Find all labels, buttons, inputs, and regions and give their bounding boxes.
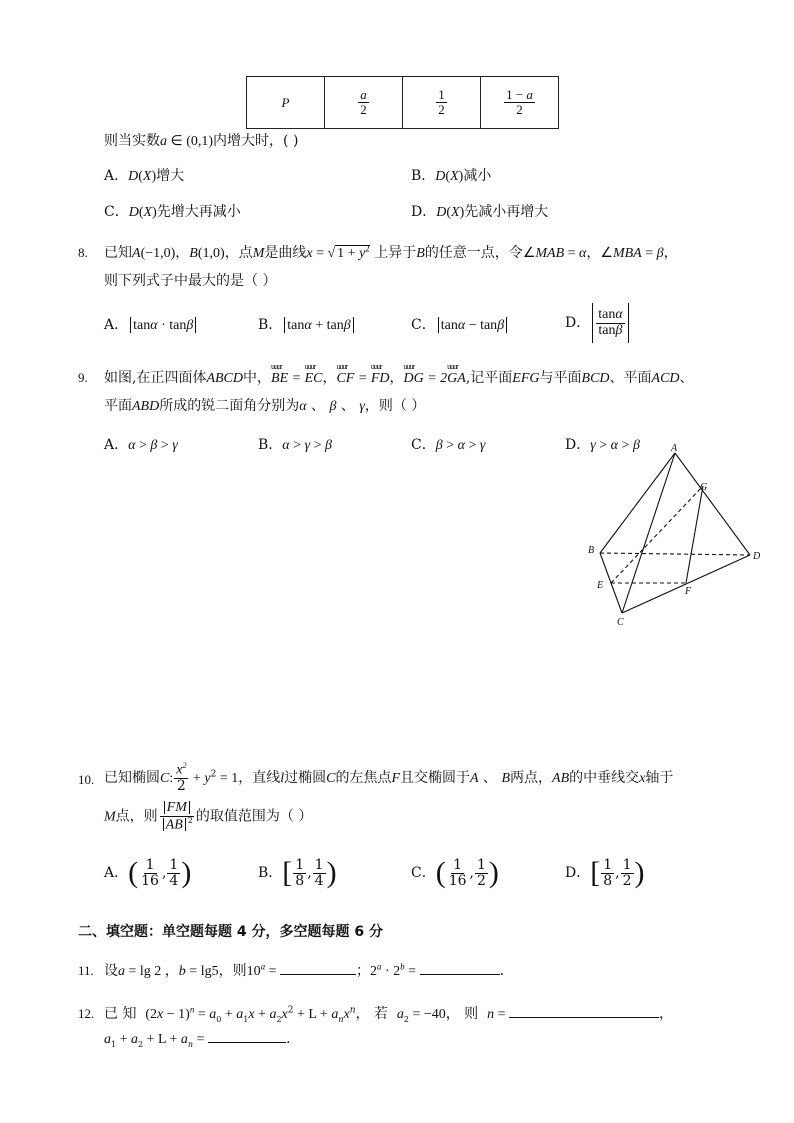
q11-blank-1[interactable] [280,962,356,975]
q8-option-d: D． $\frac{\tan\alpha}{\tan\beta}$ [565,303,631,343]
q9-stem-line2: 平面ABD所成的锐二面角分别为α 、 β 、 γ，则（ ） [104,398,426,414]
q9-option-c: C．β > α > γ [411,437,486,453]
q10-number: 10. [78,772,95,787]
probability-table [246,76,559,129]
q12-stem-line1: 已 知 $(2x - 1)^n = a_0 + a_1x + a_2x^2 + L + a_nx^n$， 若 $a_2 = -40$， 则 n = ， [104,1004,673,1024]
q7-option-a: A．D(X)增大 [104,168,185,184]
label-d: D [753,551,761,562]
q8-option-a: A． tanα · tanβ [104,314,198,334]
q8-option-b: B． tanα + tanβ [258,314,356,334]
q11-stem: 设a = lg 2 ，b = lg5，则$10^a$ = ；$2^a \cdot 2^b$ = . [104,961,505,979]
segment-eg [611,486,703,583]
table-cell-a-over-2: $\frac{a}{2}$ [325,77,403,129]
q11-blank-2[interactable] [420,962,500,975]
label-b: B [588,545,595,556]
label-f: F [685,586,692,597]
q9-stem-line1: 如图,在正四面体ABCD中，uuur BE = uuur EC，uuur CF = uuur FD，uuur DG = 2uuur GA,记平面EFG与平面BCD、平面ACD、 [104,367,694,387]
q7-option-b: B．D(X)减小 [411,168,492,184]
q11-number: 11. [78,963,94,978]
q8-option-c: C． tanα − tanβ [411,314,509,334]
q8-stem-line1: 已知A(−1,0)，B(1,0)，点M是曲线x = √ $1 + y^2$ 上异于B的任意一点，令∠MAB = α，∠MBA = β， [104,243,678,261]
q8-stem-line2: 则下列式子中最大的是（ ） [104,273,277,289]
table-cell-1-minus-a-over-2: $\frac{1 - a}{2}$ [481,77,559,129]
q9-option-b: B．α > γ > β [258,437,332,453]
q12-stem-line2: $a_1 + a_2 + L + a_n$ = . [104,1031,291,1049]
section-2-title: 二、填空题：单空题每题 4 分，多空题每题 6 分 [78,924,383,940]
q9-option-d: D．γ > α > β [565,437,640,453]
edge-ab [600,453,675,553]
edge-cd [622,555,750,613]
label-a: A [671,443,678,454]
edge-bd [600,553,750,555]
label-c: C [617,617,624,628]
q8-number: 8. [78,245,88,260]
edge-ad [675,453,750,555]
q12-blank-2[interactable] [208,1030,286,1043]
label-e: E [597,580,604,591]
tetrahedron-figure [585,443,765,628]
q10-option-b: B．[ $\frac{1}{8}$ , $\frac{1}{4}$ ) [258,856,337,890]
table-cell-half: $\frac{1}{2}$ [403,77,481,129]
label-g: G [700,482,708,493]
q9-number: 9. [78,370,88,385]
q10-option-a: A．( $\frac{1}{16}$ , $\frac{1}{4}$ ) [104,856,192,890]
q7-option-c: C．D(X)先增大再减小 [104,204,241,220]
q10-stem-line1: 已知椭圆C: $\frac{x^2}{2}$ + $y^2 = 1$，直线l过椭圆C的左焦点F且交椭圆于A 、 B两点，AB的中垂线交x轴于 [104,761,674,795]
q10-option-d: D．[ $\frac{1}{8}$ , $\frac{1}{2}$ ) [565,856,645,890]
q10-option-c: C．( $\frac{1}{16}$ , $\frac{1}{2}$ ) [411,856,499,890]
q9-option-a: A．α > β > γ [104,437,178,453]
q12-number: 12. [78,1006,95,1021]
q7-option-d: D．D(X)先减小再增大 [411,204,549,220]
q12-blank-1[interactable] [509,1005,659,1018]
q7-stem: 则当实数a ∈ (0,1)内增大时，( ) [104,133,299,149]
table-cell-p: P [247,77,325,129]
q10-stem-line2: M点，则 $\frac{FM}{AB ^2}$ 的取值范围为（ ） [104,800,313,833]
edge-ac [622,453,675,613]
